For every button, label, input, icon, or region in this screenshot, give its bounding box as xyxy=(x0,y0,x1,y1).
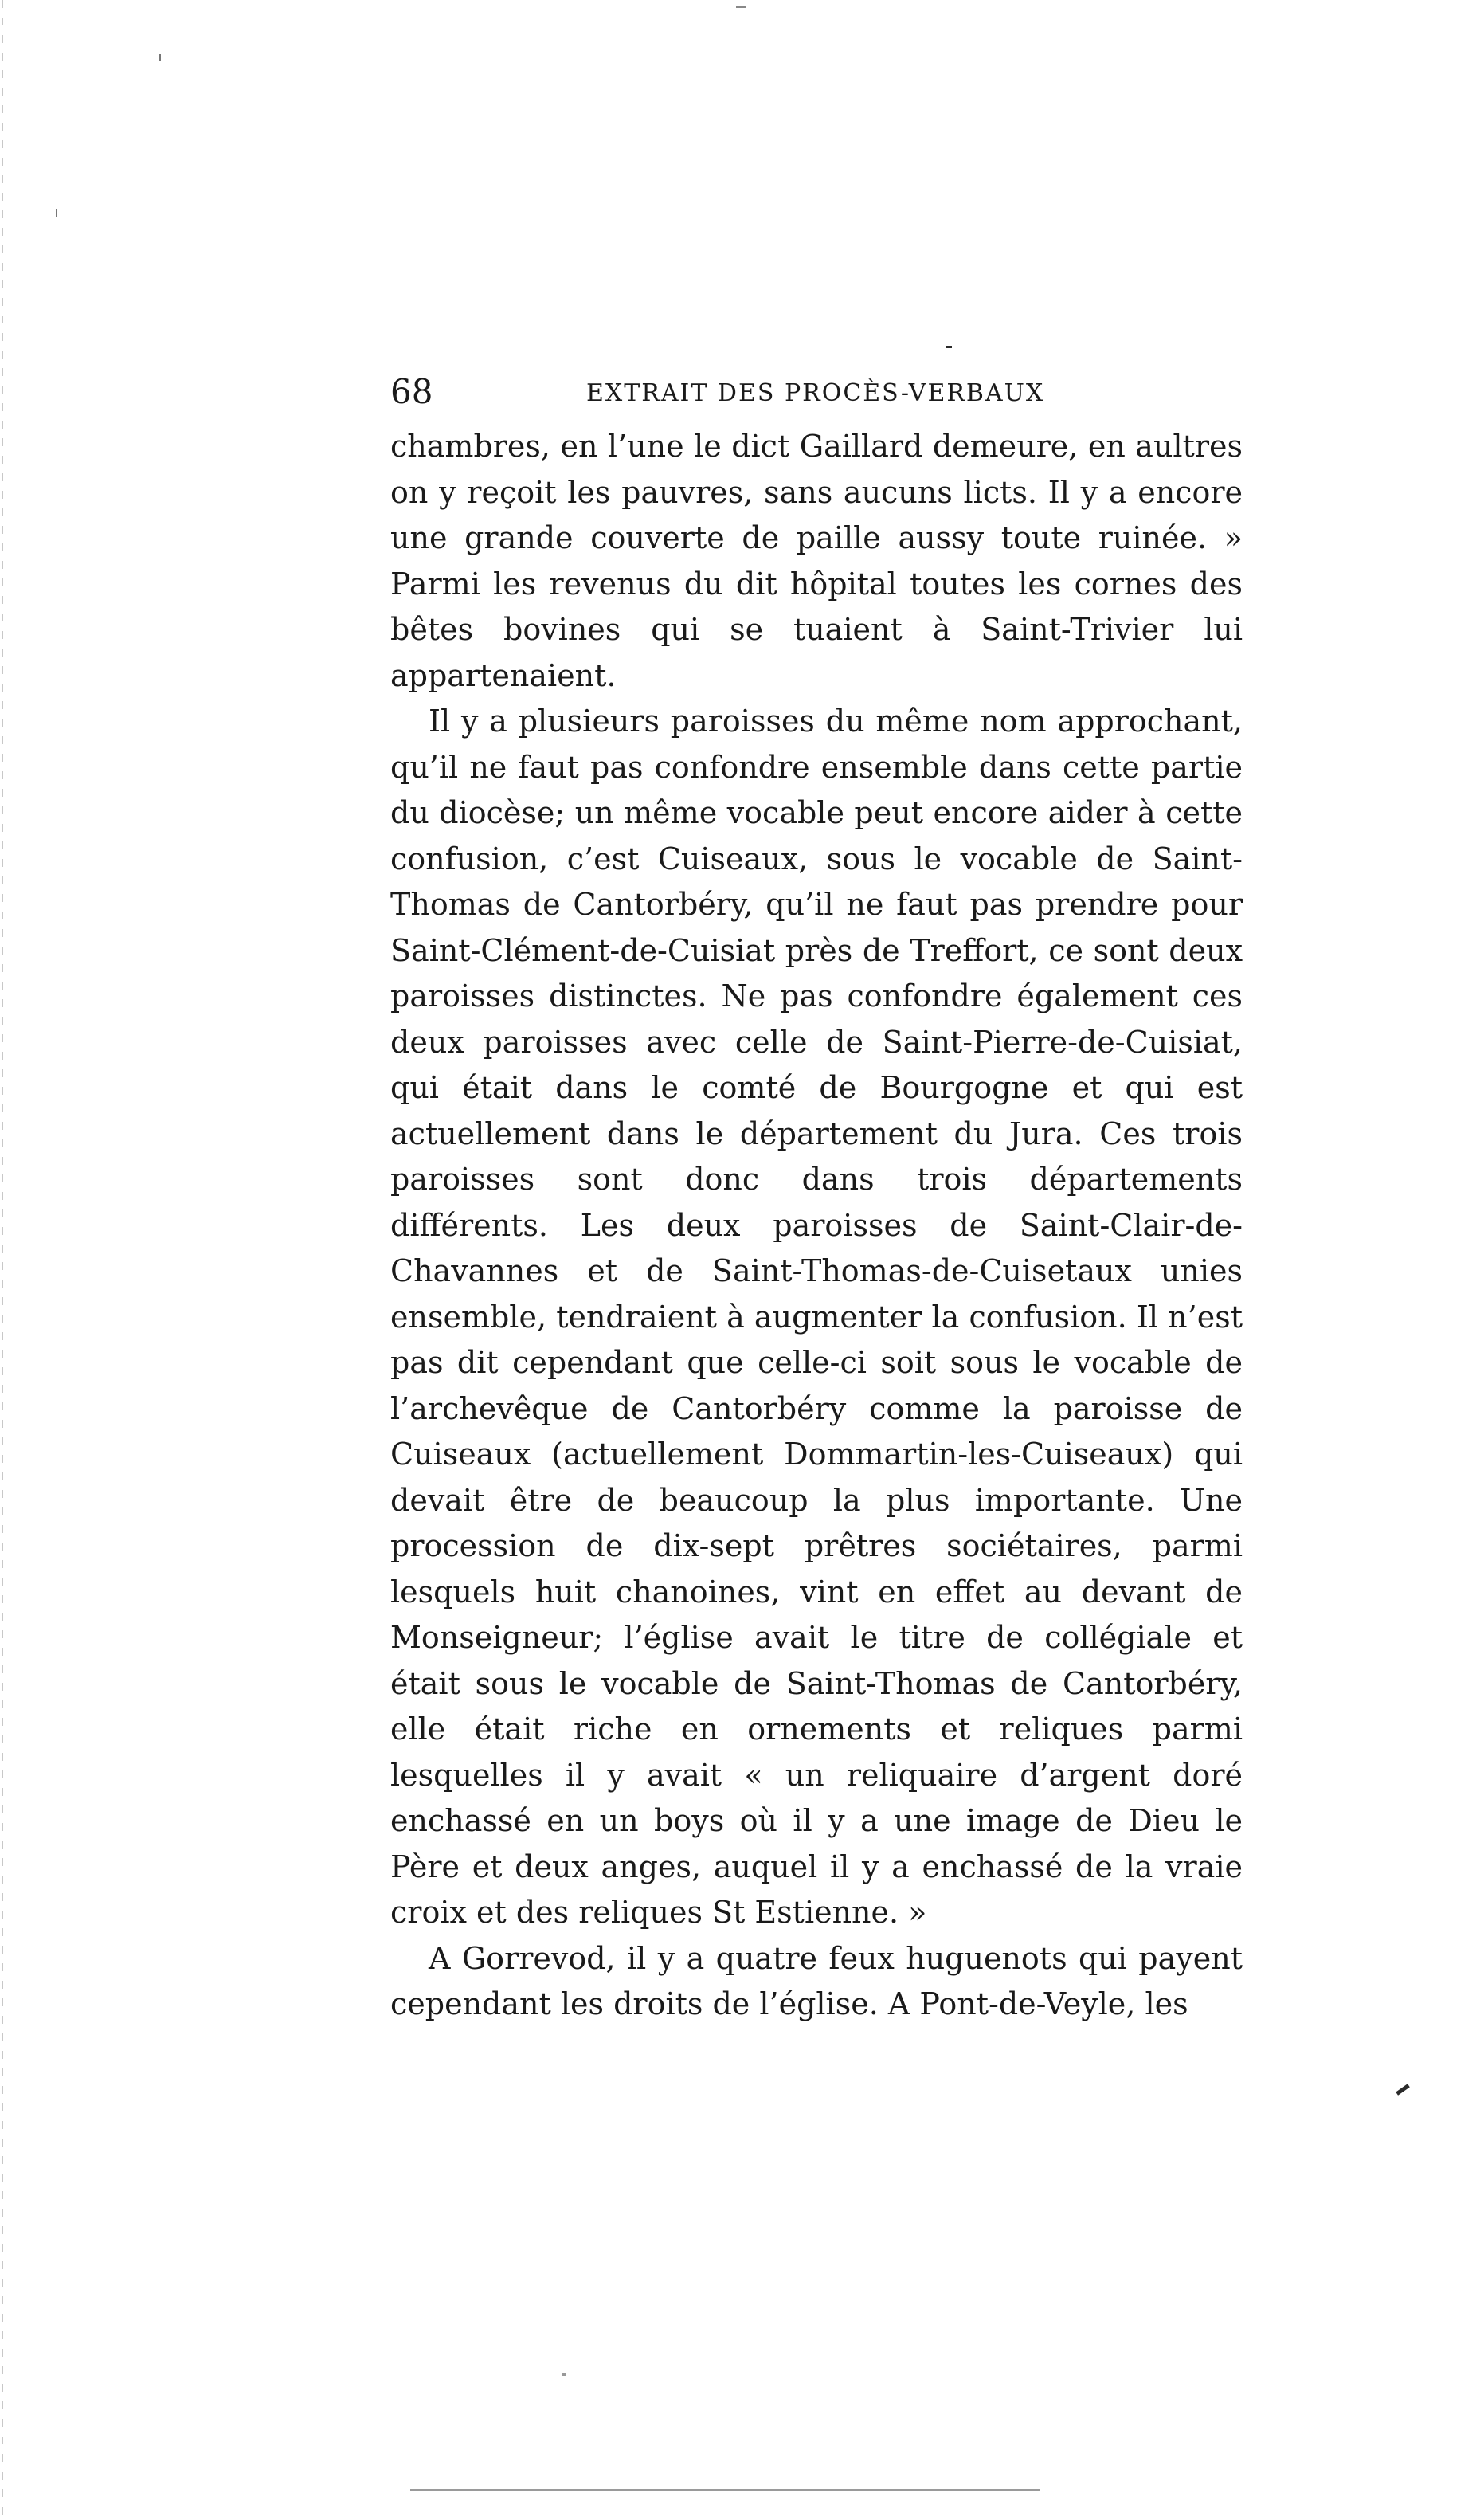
scan-speck xyxy=(56,209,57,217)
paragraph: chambres, en l’une le dict Gaillard demeure, en aultres on y reçoit les pauvres, sans aucuns licts. Il y a encore une grande couverte de paille aussy toute ruinée. » Parmi les revenus du dit hôpital toutes les cornes des bêtes bovines qui se tuaient à Saint-Trivier lui appartenaient. xyxy=(390,429,1243,693)
running-head: EXTRAIT DES PROCÈS-VERBAUX xyxy=(586,379,1045,407)
paragraph: Il y a plusieurs paroisses du même nom approchant, qu’il ne faut pas confondre ensemble dans cette partie du diocèse; un même vocable peut encore aider à cette confusion, c’est Cuiseaux, sous le vocable de Saint-Thomas de Cantorbéry, qu’il ne faut pas prendre pour Saint-Clément-de-Cuisiat près de Treffort, ce sont deux paroisses distinctes. Ne pas confondre également ces deux paroisses avec celle de Saint-Pierre-de-Cuisiat, qui était dans le comté de Bourgogne et qui est actuellement dans le département du Jura. Ces trois paroisses sont donc dans trois départements différents. Les deux paroisses de Saint-Clair-de-Chavannes et de Saint-Thomas-de-Cuisetaux unies ensemble, tendraient à augmenter la confusion. Il n’est pas dit cependant que celle-ci soit sous le vocable de l’archevêque de Cantorbéry comme la paroisse de Cuiseaux (actuellement Dommartin-les-Cuiseaux) qui devait être de beaucoup la plus importante. Une procession de dix-sept prêtres sociétaires, parmi lesquels huit chanoines, vint en effet au devant de Monseigneur; l’église avait le titre de collégiale et était sous le vocable de Saint-Thomas de Cantorbéry, elle était riche en ornements et reliques parmi lesquelles il y avait « un reliquaire d’argent doré enchassé en un boys où il y a une image de Dieu le Père et deux anges, auquel il y a enchassé de la vraie croix et des reliques St Estienne. » xyxy=(390,704,1243,1930)
page-bottom-rule xyxy=(410,2489,1040,2491)
scan-speck xyxy=(736,6,746,8)
scan-speck xyxy=(946,346,952,348)
scan-speck xyxy=(562,2373,566,2376)
page-header xyxy=(390,368,1243,416)
scan-edge xyxy=(2,0,3,2517)
scan-speck xyxy=(1396,2084,1410,2095)
page-number: 68 xyxy=(390,372,433,411)
body-text xyxy=(390,424,1243,2028)
paragraph: A Gorrevod, il y a quatre feux huguenots qui payent cependant les droits de l’église. A Pont-de-Veyle, les xyxy=(390,1940,1243,2021)
scan-speck xyxy=(159,54,161,61)
